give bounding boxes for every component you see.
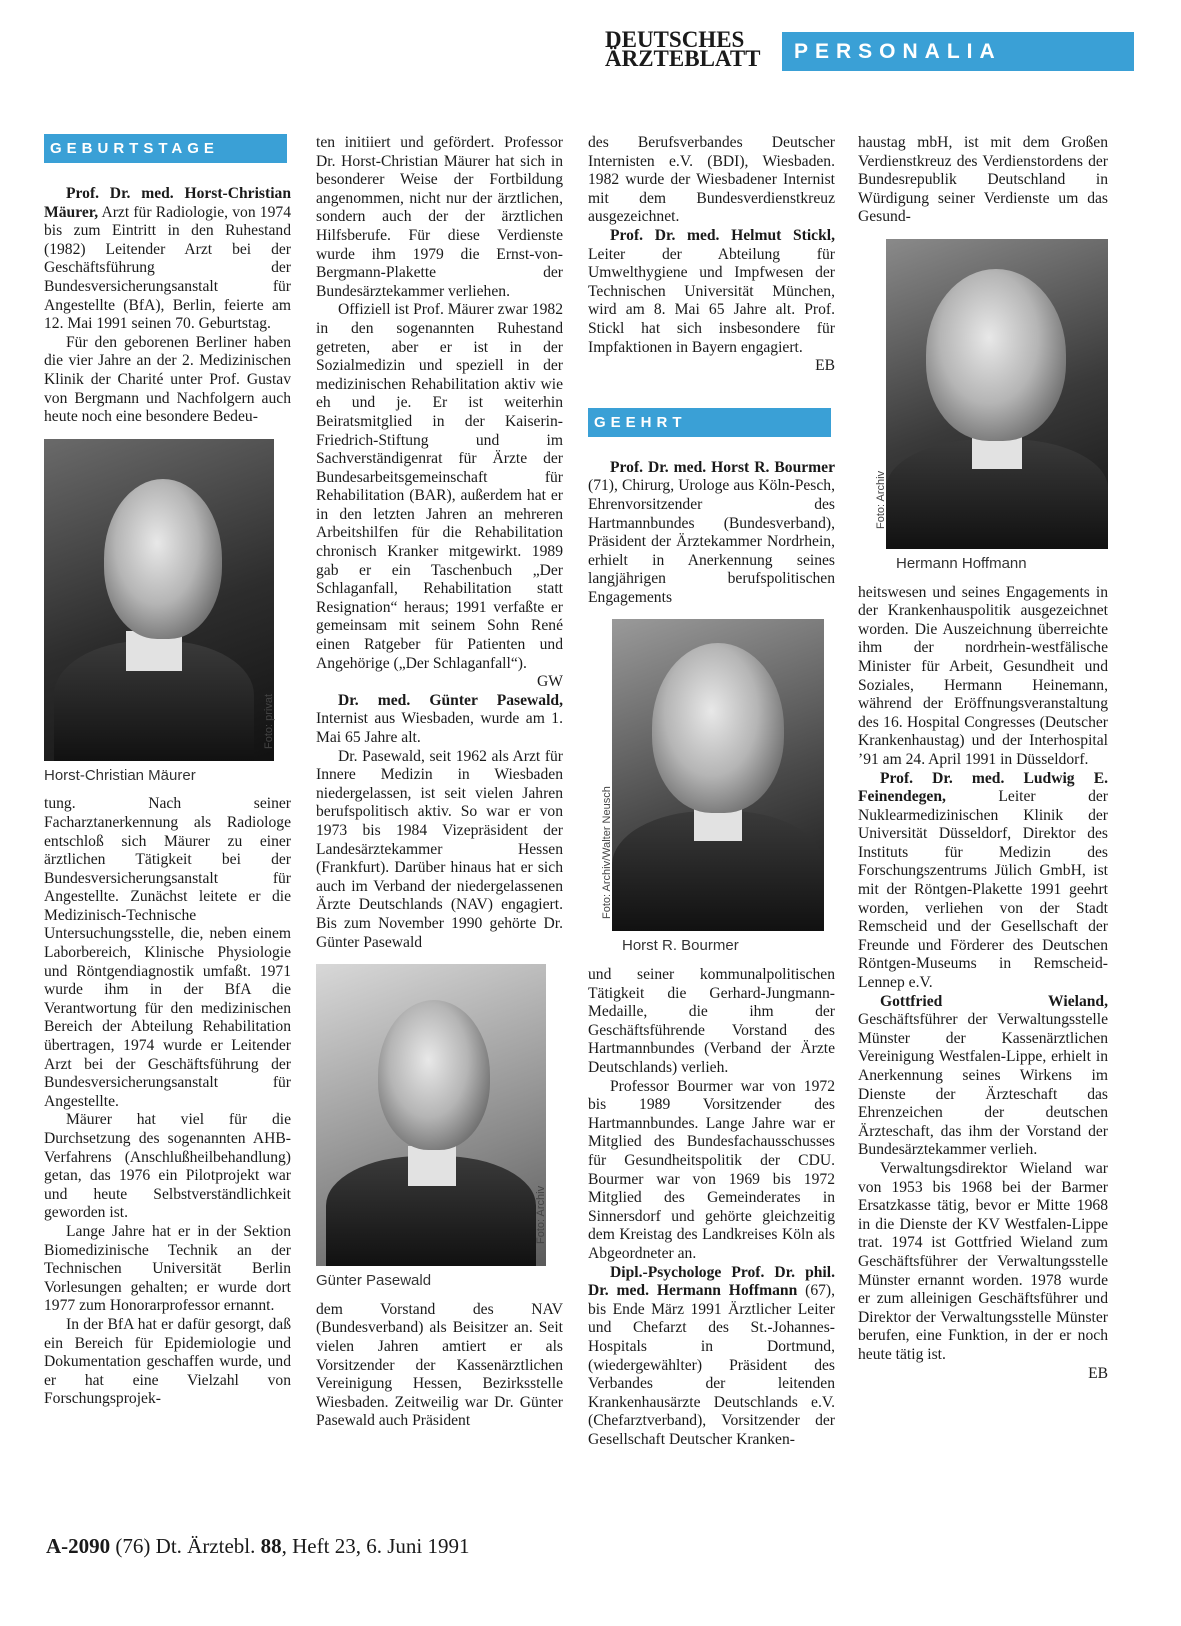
- person-name: Prof. Dr. med. Horst-Christian Mäurer,: [44, 185, 291, 221]
- photo-face: [378, 1000, 490, 1150]
- paragraph: Internist aus Wiesbaden, wurde am 1. Mai 65 Jahre alt.: [316, 710, 563, 746]
- paragraph: (71), Chirurg, Urologe aus Köln-Pesch, Ehrenvorsitzender des Hartmannbundes (Bundesverband), Präsident der Ärztekammer Nordrhein, erhielt in Anerkennung seines langjährigen berufspolitischen Engagements: [588, 477, 835, 606]
- page-footer: [46, 1534, 469, 1559]
- section-banner: PERSONALIA: [782, 32, 1134, 71]
- paragraph: dem Vorstand des NAV (Bundesverband) als Beisitzer an. Seit vielen Jahren amtiert er als Vorsitzender der Kassenärztlichen Vereinigung Hessen, Bezirksstelle Wiesbaden. Zeitweilig war Dr. Günter Pasewald auch Präsident: [316, 1300, 563, 1430]
- issue-date: , Heft 23, 6. Juni 1991: [281, 1534, 470, 1558]
- paragraph: Professor Bourmer war von 1972 bis 1989 Vorsitzender des Hartmannbundes. Lange Jahre war er Mitglied des Bundesfachausschusses für Gesundheitspolitik der CDU. Bourmer war von 1969 bis 1972 Mitglied des Gemeinderates in Sinnersdorf und gehörte gleichzeitig dem Kreistag des Landkreises Köln als Abgeordneter an.: [588, 1077, 835, 1262]
- photo-collar: [408, 1146, 456, 1186]
- person-name: Dr. med. Günter Pasewald,: [338, 691, 563, 709]
- paragraph: heitswesen und seines Engagements in der Krankenhauspolitik ausgezeichnet worden. Die Auszeichnung überreichte ihm der nordrhein-westfälische Minister für Arbeit, Gesundheit und Soziales, Hermann Heinemann, während der Eröffnungsveranstaltung des 16. Hospital Congresses (Deutscher Krankenhaustag) und der Interhospital ’91 am 24. April 1991 in Düsseldorf.: [858, 583, 1108, 768]
- column-3: [588, 134, 835, 1528]
- paragraph: haustag mbH, ist mit dem Großen Verdienstkreuz des Verdienstordens der Bundesrepublik Deutschland in Würdigung seiner Verdienste um das Gesund-: [858, 134, 1108, 226]
- figure-pasewald: [316, 964, 563, 1291]
- figure-hoffmann: [858, 239, 1108, 574]
- label-geehrt: GEEHRT: [588, 408, 831, 437]
- paragraph: Offiziell ist Prof. Mäurer zwar 1982 in den sogenannten Ruhestand getreten, aber er ist in der Sozialmedizin und speziell in der medizinischen Rehabilitation aktiv wie eh und je. Er ist weiterhin Beiratsmitglied in der Kaiserin-Friedrich-Stiftung und im Sachverständigenrat für Ärzte der Bundesarbeitsgemeinschaft für Rehabilitation (BAR), außerdem hat er in den letzten Jahren an mehreren Arbeitshilfen für die Rehabilitation chronisch Kranker mitgewirkt. 1989 gab er ein Taschenbuch „Der Schlaganfall, Rehabilitation statt Resignation“ heraus; 1991 verfaßte er gemeinsam mit seinem Sohn René einen Ratgeber für Patienten und Angehörige („Der Schlaganfall“).: [316, 301, 563, 672]
- person-name: Prof. Dr. med. Ludwig E. Feinendegen,: [858, 769, 1108, 806]
- paragraph: Leiter der Abteilung für Umwelthygiene und Impfwesen der Technischen Universität München, wird am 8. Mai 65 Jahre alt. Prof. Stickl hat sich insbesondere für Impfaktionen in Bayern engagiert.: [588, 245, 835, 356]
- paragraph: Für den geborenen Berliner haben die vier Jahre an der 2. Medizinischen Klinik der Charité unter Prof. Gustav von Bergmann und Nachfolgern auch heute noch eine besondere Bedeu-: [44, 333, 291, 426]
- portrait-photo-pasewald: [316, 964, 546, 1266]
- paragraph: des Berufsverbandes Deutscher Internisten e.V. (BDI), Wiesbaden. 1982 wurde der Wiesbadener Internist mit dem Bundesverdienstkreuz ausgezeichnet.: [588, 134, 835, 226]
- paragraph: ten initiiert und gefördert. Professor Dr. Horst-Christian Mäurer hat sich in besonderer Weise der Fortbildung angenommen, nicht nur der ärztlichen, sondern auch der der ärztlichen Hilfsberufe. Für diese Verdienste wurde ihm 1979 die Ernst-von-Bergmann-Plakette der Bundesärztekammer verliehen.: [316, 134, 563, 300]
- author-signature: GW: [537, 673, 563, 691]
- person-name: Gottfried Wieland,: [880, 992, 1108, 1010]
- portrait-photo-bourmer: [612, 619, 824, 931]
- page-number: A-2090: [46, 1534, 111, 1558]
- column-2: [316, 134, 563, 1528]
- issue-info: (76) Dt. Ärztebl.: [110, 1534, 261, 1558]
- paragraph: In der BfA hat er dafür gesorgt, daß ein Bereich für Epidemiologie und Dokumentation geschaffen wurde, und er hat eine Vielzahl von Forschungsprojek-: [44, 1315, 291, 1408]
- person-name: Prof. Dr. med. Horst R. Bourmer: [610, 458, 835, 476]
- masthead-line-1: DEUTSCHES: [605, 27, 745, 52]
- photo-face: [652, 643, 784, 813]
- paragraph: tung. Nach seiner Facharztanerkennung als Radiologe entschloß sich Mäurer zu einer ärztlichen Tätigkeit bei der Bundesversicherungsanstalt für Angestellte. Zunächst leitete er die Medizinisch-Technische Untersuchungsstelle, die, neben einem Laborbereich, Klinische Physiologie und Röntgendiagnostik umfaßt. 1971 wurde ihm in der BfA die Verantwortung für den medizinischen Bereich der Abteilung Rehabilitation übertragen, 1974 wurde er Leitender Arzt bei der Geschäftsführung der Bundesversicherungsanstalt für Angestellte.: [44, 795, 291, 1110]
- paragraph: (67), bis Ende März 1991 Ärztlicher Leiter und Chefarzt des St.-Johannes-Hospitals in Dortmund, (wiedergewählter) Präsident des Verbandes der leitenden Krankenhausärzte Deutschlands e.V. (Chefarztverband), Vorsitzender der Gesellschaft Deutscher Kranken-: [588, 1282, 835, 1448]
- paragraph: Arzt für Radiologie, von 1974 bis zum Eintritt in den Ruhestand (1982) Leitender Arzt bei der Geschäftsführung der Bundesversicherungsanstalt für Angestellte (BfA), Berlin, feierte am 12. Mai 1991 seinen 70. Geburtstag.: [44, 203, 291, 333]
- photo-credit: Foto: Archiv/Walter Neusch: [601, 786, 613, 920]
- column-1: [44, 134, 291, 1528]
- column-4: [858, 134, 1108, 1528]
- masthead: [605, 27, 761, 71]
- person-name: Dipl.-Psychologe Prof. Dr. phil. Dr. med. Hermann Hoffmann: [588, 1263, 835, 1300]
- paragraph: und seiner kommunalpolitischen Tätigkeit die Gerhard-Jungmann-Medaille, die ihm der Geschäftsführende Vorstand des Hartmannbundes (Verband der Ärzte Deutschlands) verlieh.: [588, 966, 835, 1077]
- paragraph: Mäurer hat viel für die Durchsetzung des sogenannten AHB-Verfahrens (Anschlußheilbehandlung) getan, das 1976 ein Pilotprojekt war und heute Selbstverständlichkeit geworden ist.: [44, 1111, 291, 1222]
- paragraph: Verwaltungsdirektor Wieland war von 1953 bis 1968 bei der Barmer Ersatzkasse tätig, bevor er Mitte 1968 in die Dienste der KV Westfalen-Lippe trat. 1974 ist Gottfried Wieland zum Geschäftsführer der Verwaltungsstelle Münster ernannt worden. 1978 wurde er zum alleinigen Geschäftsführer und Direktor der Verwaltungsstelle Münster berufen, eine Funktion, in der er noch heute tätig ist.: [858, 1159, 1108, 1363]
- person-name: Prof. Dr. med. Helmut Stickl,: [610, 226, 835, 244]
- paragraph: Lange Jahre hat er in der Sektion Biomedizinische Technik an der Technischen Universität Berlin Vorlesungen gehalten; er wurde dort 1977 zum Honorarprofessor ernannt.: [44, 1222, 291, 1315]
- photo-caption: Horst-Christian Mäurer: [44, 766, 196, 784]
- photo-face: [104, 479, 222, 639]
- label-geburtstage: GEBURTSTAGE: [44, 134, 287, 163]
- volume-number: 88: [260, 1534, 282, 1558]
- portrait-photo-hoffmann: [886, 239, 1108, 549]
- photo-caption: Horst R. Bourmer: [622, 937, 739, 955]
- photo-credit: Foto: privat: [263, 693, 275, 749]
- author-signature: EB: [815, 357, 835, 375]
- figure-maeurer: [44, 439, 291, 786]
- author-signature: EB: [1088, 1364, 1108, 1382]
- portrait-photo-maeurer: [44, 439, 274, 761]
- photo-caption: Günter Pasewald: [316, 1272, 432, 1290]
- photo-credit: Foto: Archiv: [875, 470, 887, 529]
- masthead-line-2: ÄRZTEBLATT: [605, 46, 761, 71]
- photo-face: [926, 269, 1066, 441]
- paragraph: Geschäftsführer der Verwaltungsstelle Münster der Kassenärztlichen Vereinigung Westfalen-Lippe, erhielt in Anerkennung seines Wirkens im Dienste der Ärzteschaft das Ehrenzeichen der deutschen Ärzteschaft, das ihm der Vorstand der Bundesärztekammer verlieh.: [858, 1011, 1108, 1159]
- paragraph: Leiter der Nuklearmedizinischen Klinik der Universität Düsseldorf, Direktor des Instituts für Medizin des Forschungszentrums Jülich GmbH, ist mit der Röntgen-Plakette 1991 geehrt worden, verliehen von der Stadt Remscheid und der Gesellschaft der Freunde und Förderer des Deutschen Röntgen-Museums in Remscheid-Lennep e.V.: [858, 788, 1108, 992]
- photo-caption: Hermann Hoffmann: [896, 554, 1027, 572]
- figure-bourmer: [588, 619, 835, 956]
- photo-credit: Foto: Archiv: [535, 1186, 547, 1245]
- paragraph: Dr. Pasewald, seit 1962 als Arzt für Innere Medizin in Wiesbaden niedergelassen, ist seit vielen Jahren berufspolitisch aktiv. So war er von 1973 bis 1984 Vizepräsident der Landesärztekammer Hessen (Frankfurt). Darüber hinaus hat er sich auch im Verband der niedergelassenen Ärzte Deutschlands (NAV) engagiert. Bis zum November 1990 gehörte Dr. Günter Pasewald: [316, 747, 563, 951]
